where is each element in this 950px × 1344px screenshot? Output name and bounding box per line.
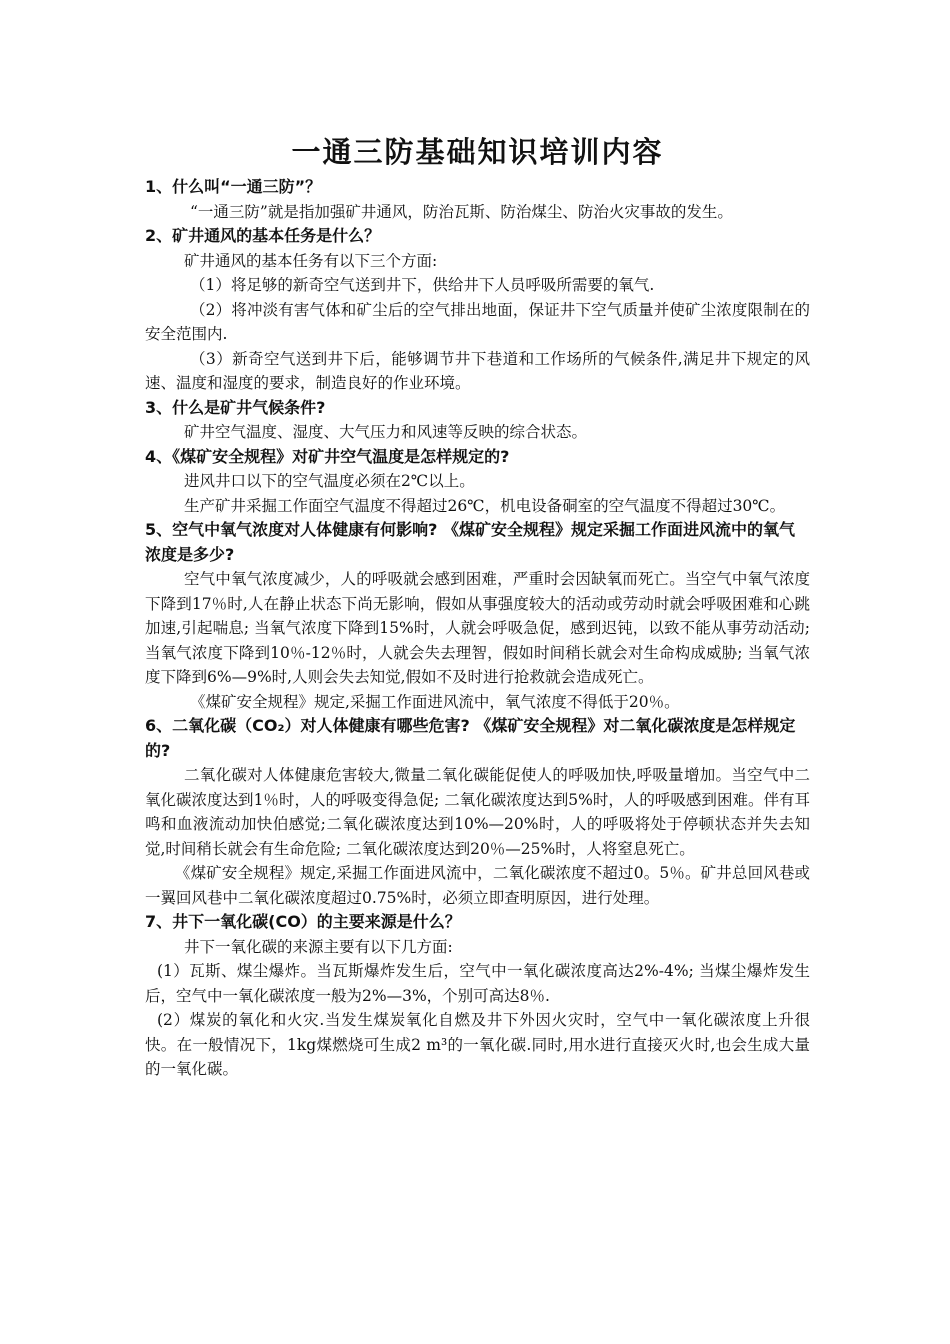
answer-paragraph: “一通三防”就是指加强矿井通风，防治瓦斯、防治煤尘、防治火灾事故的发生。: [190, 202, 733, 221]
answer-paragraph: 矿井空气温度、湿度、大气压力和风速等反映的综合状态。: [184, 423, 588, 441]
question-heading: 1、什么叫“一通三防”？: [145, 177, 322, 196]
answer-paragraph: (1）瓦斯、煤尘爆炸。当瓦斯爆炸发生后，空气中一氧化碳浓度高达2%-4%; 当煤尘爆炸发生后，空气中一氧化碳浓度一般为2%—3%，个别可高达8％.: [145, 962, 810, 1005]
question-heading: 2、矿井通风的基本任务是什么？: [145, 226, 381, 245]
question-heading: 5、空气中氧气浓度对人体健康有何影响? 《煤矿安全规程》规定采掘工作面进风流中的氧气浓度是多少?: [145, 520, 795, 564]
answer-paragraph: 空气中氧气浓度减少，人的呼吸就会感到困难，严重时会因缺氧而死亡。当空气中氧气浓度下降到17％时,人在静止状态下尚无影响，假如从事强度较大的活动或劳动时就会呼吸困难和心跳加速,引起喘息; 当氧气浓度下降到15%时，人就会呼吸急促，感到迟钝，以致不能从事劳动活动; 当氧气浓度下降到10％-12％时，人就会失去理智，假如时间稍长就会对生命构成威胁; 当氧气浓度下降到6%—9%时,人则会失去知觉,假如不及时进行抢救就会造成死亡。: [145, 570, 810, 686]
answer-paragraph: (2）煤炭的氧化和火灾.当发生煤炭氧化自燃及井下外因火灾时，空气中一氧化碳浓度上升很快。在一般情况下，1kg煤燃烧可生成2 m³的一氧化碳.同时,用水进行直接灭火时,也会生成大量的一氧化碳。: [145, 1011, 810, 1078]
answer-paragraph: 二氧化碳对人体健康危害较大,微量二氧化碳能促使人的呼吸加快,呼吸量增加。当空气中二氧化碳浓度达到1％时，人的呼吸变得急促; 二氧化碳浓度达到5%时，人的呼吸感到困难。伴有耳鸣和血液流动加快伯感觉;二氧化碳浓度达到10%—20%时，人的呼吸将处于停顿状态并失去知觉,时间稍长就会有生命危险; 二氧化碳浓度达到20％—25%时，人将窒息死亡。: [145, 766, 810, 858]
answer-paragraph: （1）将足够的新奇空气送到井下，供给井下人员呼吸所需要的氧气.: [190, 276, 655, 294]
document-content: [145, 132, 810, 1082]
answer-paragraph: 生产矿井采掘工作面空气温度不得超过26℃，机电设备硐室的空气温度不得超过30℃。: [184, 496, 786, 515]
answer-paragraph: （2）将冲淡有害气体和矿尘后的空气排出地面，保证井下空气质量并使矿尘浓度限制在的安全范围内.: [145, 300, 810, 343]
answer-paragraph: 《煤矿安全规程》规定,采掘工作面进风流中，二氧化碳浓度不超过0。5％。矿井总回风巷或一翼回风巷中二氧化碳浓度超过0.75%时，必须立即查明原因，进行处理。: [145, 864, 810, 907]
question-heading: 6、二氧化碳（CO₂）对人体健康有哪些危害? 《煤矿安全规程》对二氧化碳浓度是怎样规定的?: [145, 716, 796, 760]
answer-paragraph: 井下一氧化碳的来源主要有以下几方面:: [184, 937, 453, 956]
answer-paragraph: 进风井口以下的空气温度必须在2℃以上。: [184, 472, 475, 490]
question-heading: 7、井下一氧化碳(CO）的主要来源是什么？: [145, 912, 461, 931]
document-title: 一通三防基础知识培训内容: [291, 135, 664, 169]
answer-paragraph: （3）新奇空气送到井下后，能够调节井下巷道和工作场所的气候条件,满足井下规定的风速、温度和湿度的要求，制造良好的作业环境。: [145, 349, 810, 392]
answer-paragraph: 矿井通风的基本任务有以下三个方面:: [184, 251, 438, 270]
question-heading: 4、《煤矿安全规程》对矿井空气温度是怎样规定的?: [145, 446, 510, 466]
answer-paragraph: 《煤矿安全规程》规定,采掘工作面进风流中，氧气浓度不得低于20％。: [190, 692, 680, 711]
question-heading: 3、什么是矿井气候条件?: [145, 397, 326, 417]
